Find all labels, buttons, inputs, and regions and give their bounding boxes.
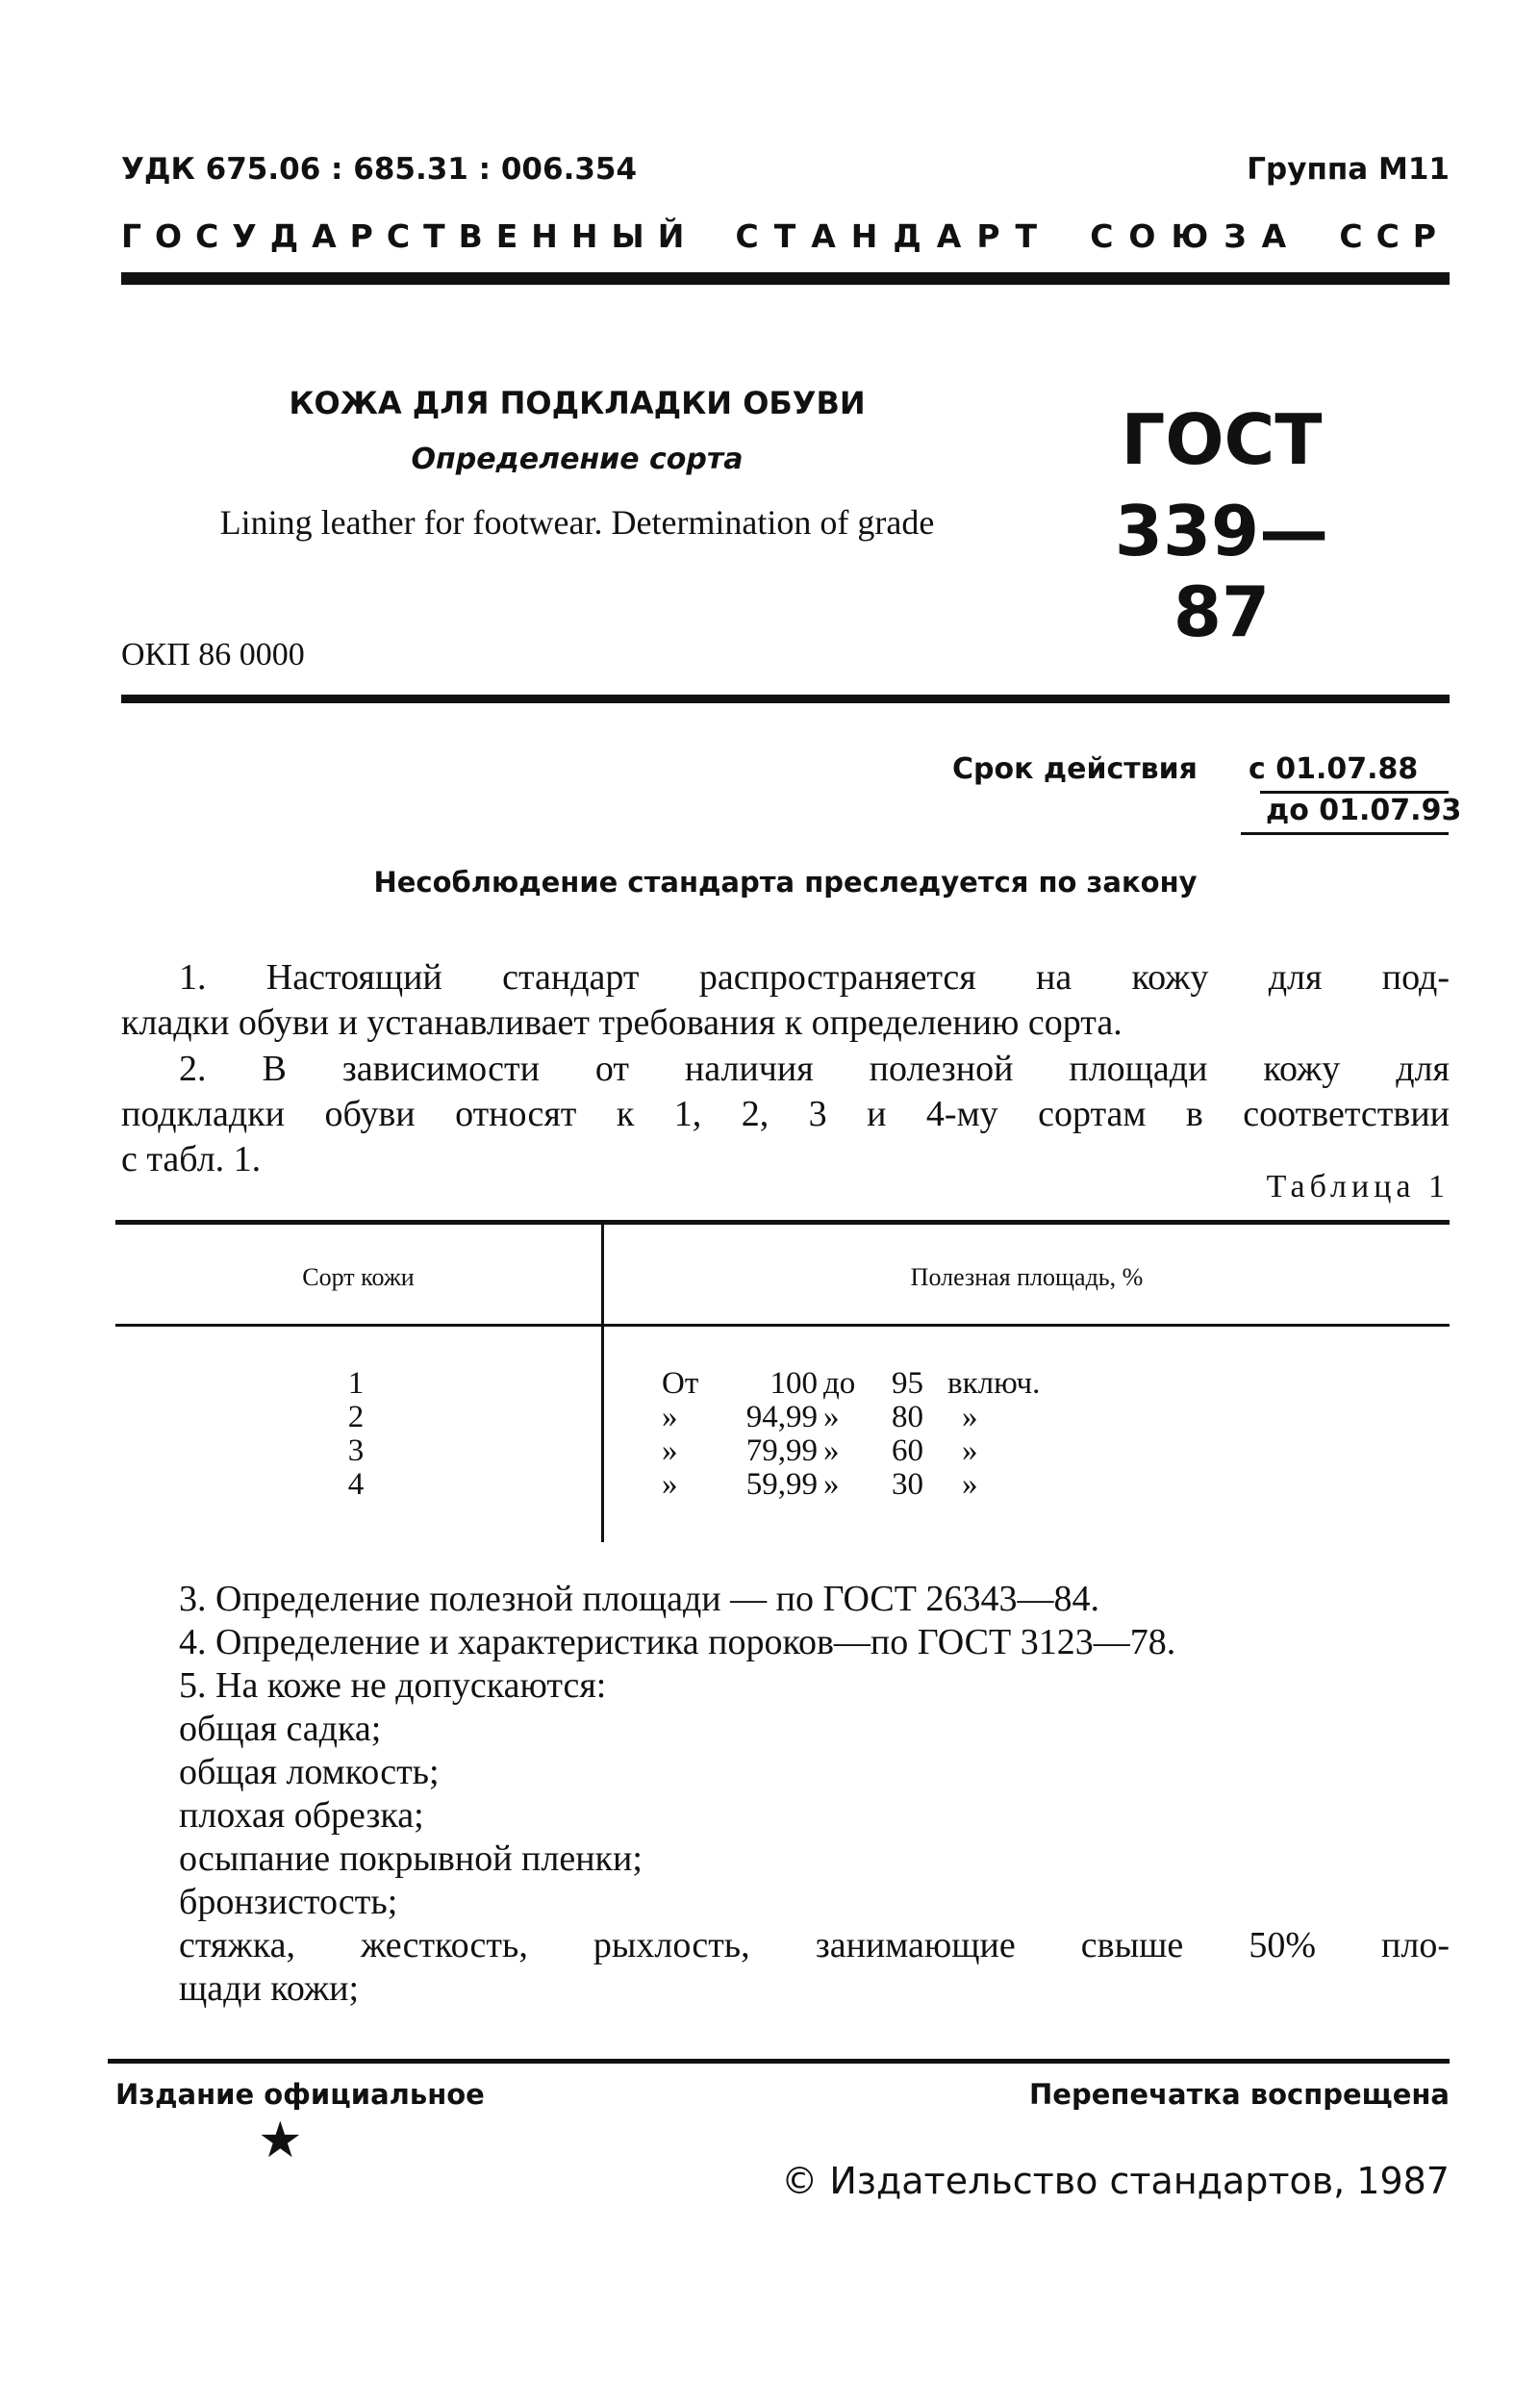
gost-label: ГОСТ bbox=[1121, 399, 1323, 480]
defect-list-item: осыпание покрывной пленки; bbox=[179, 1838, 643, 1879]
defect-list-item: плохая обрезка; bbox=[179, 1795, 424, 1836]
banner-word: СТАНДАРТ bbox=[735, 217, 1053, 255]
banner-word: ССР bbox=[1339, 217, 1450, 255]
paragraph-line: подкладки обуви относят к 1, 2, 3 и 4-му сортам в соответствии bbox=[121, 1094, 1450, 1134]
table-cell-from-value: 59,99 bbox=[745, 1467, 818, 1502]
paragraph-line: с табл. 1. bbox=[121, 1139, 262, 1179]
validity-underline bbox=[1241, 832, 1449, 835]
item-5: 5. На коже не допускаются: bbox=[179, 1665, 607, 1706]
banner-word: СОЮЗА bbox=[1090, 217, 1302, 255]
table-cell-to-value: 30 bbox=[892, 1467, 923, 1502]
defect-list-item: бронзистость; bbox=[179, 1882, 398, 1922]
document-subtitle: Определение сорта bbox=[411, 443, 744, 476]
gost-number: 339—87 bbox=[1114, 491, 1329, 652]
law-notice: Несоблюдение стандарта преследуется по закону bbox=[373, 866, 1198, 899]
table-cell-to-value: 95 bbox=[892, 1366, 923, 1401]
table-cell-to: » bbox=[823, 1467, 840, 1502]
okp-code: ОКП 86 0000 bbox=[121, 637, 305, 672]
table-header-grade: Сорт кожи bbox=[302, 1263, 415, 1291]
footer-rule bbox=[108, 2059, 1450, 2064]
table-cell-from-value: 100 bbox=[770, 1366, 818, 1401]
paragraph-line: кладки обуви и устанавливает требования к определению сорта. bbox=[121, 1002, 1123, 1043]
table-cell-suffix: » bbox=[962, 1467, 978, 1502]
table-caption: Таблица 1 bbox=[1266, 1169, 1450, 1204]
table-cell-suffix: » bbox=[962, 1433, 978, 1468]
table-cell-grade: 3 bbox=[347, 1433, 365, 1468]
defect-list-item: стяжка, жесткость, рыхлость, занимающие свыше 50% пло- bbox=[179, 1925, 1450, 1965]
paragraph-line: 2. В зависимости от наличия полезной площади кожу для bbox=[179, 1049, 1450, 1089]
validity-to: до 01.07.93 bbox=[1266, 794, 1462, 827]
table-cell-from: От bbox=[662, 1366, 699, 1401]
official-edition-note: Издание официальное bbox=[115, 2078, 485, 2111]
table-cell-to: » bbox=[823, 1433, 840, 1468]
udc-code: УДК 675.06 : 685.31 : 006.354 bbox=[121, 152, 638, 187]
table-header-rule bbox=[115, 1324, 1450, 1327]
table-cell-to-value: 80 bbox=[892, 1400, 923, 1434]
table-cell-suffix: » bbox=[962, 1400, 978, 1434]
paragraph-line: 1. Настоящий стандарт распространяется на кожу для под- bbox=[179, 957, 1450, 998]
table-cell-from: » bbox=[662, 1433, 678, 1468]
item-3: 3. Определение полезной площади — по ГОСТ 26343—84. bbox=[179, 1579, 1099, 1619]
defect-list-item: щади кожи; bbox=[179, 1968, 360, 2009]
item-4: 4. Определение и характеристика пороков—по ГОСТ 3123—78. bbox=[179, 1622, 1176, 1662]
table-top-rule bbox=[115, 1220, 1450, 1225]
title-rule bbox=[121, 695, 1450, 703]
state-standard-banner bbox=[121, 217, 1450, 255]
table-cell-grade: 1 bbox=[347, 1366, 365, 1401]
table-cell-from: » bbox=[662, 1467, 678, 1502]
table-cell-from-value: 79,99 bbox=[745, 1433, 818, 1468]
validity-from: с 01.07.88 bbox=[1249, 752, 1419, 786]
table-cell-suffix: включ. bbox=[947, 1366, 1041, 1401]
reprint-prohibited-note: Перепечатка воспрещена bbox=[1029, 2078, 1450, 2111]
star-icon: ★ bbox=[258, 2112, 303, 2169]
validity-label: Срок действия bbox=[952, 752, 1198, 786]
table-cell-from-value: 94,99 bbox=[745, 1400, 818, 1434]
publisher-copyright: © Издательство стандартов, 1987 bbox=[781, 2160, 1450, 2202]
table-cell-grade: 4 bbox=[347, 1467, 365, 1502]
table-header-area: Полезная площадь, % bbox=[910, 1263, 1144, 1291]
header-rule bbox=[121, 272, 1450, 285]
table-cell-grade: 2 bbox=[347, 1400, 365, 1434]
defect-list-item: общая садка; bbox=[179, 1709, 382, 1749]
group-code: Группа М11 bbox=[1247, 152, 1450, 187]
document-title-english: Lining leather for footwear. Determination of grade bbox=[219, 503, 935, 542]
document-title: КОЖА ДЛЯ ПОДКЛАДКИ ОБУВИ bbox=[289, 385, 866, 421]
table-cell-from: » bbox=[662, 1400, 678, 1434]
table-cell-to-value: 60 bbox=[892, 1433, 923, 1468]
table-cell-to: » bbox=[823, 1400, 840, 1434]
banner-word: ГОСУДАРСТВЕННЫЙ bbox=[121, 217, 698, 255]
defect-list-item: общая ломкость; bbox=[179, 1752, 440, 1792]
table-cell-to: до bbox=[823, 1366, 856, 1401]
